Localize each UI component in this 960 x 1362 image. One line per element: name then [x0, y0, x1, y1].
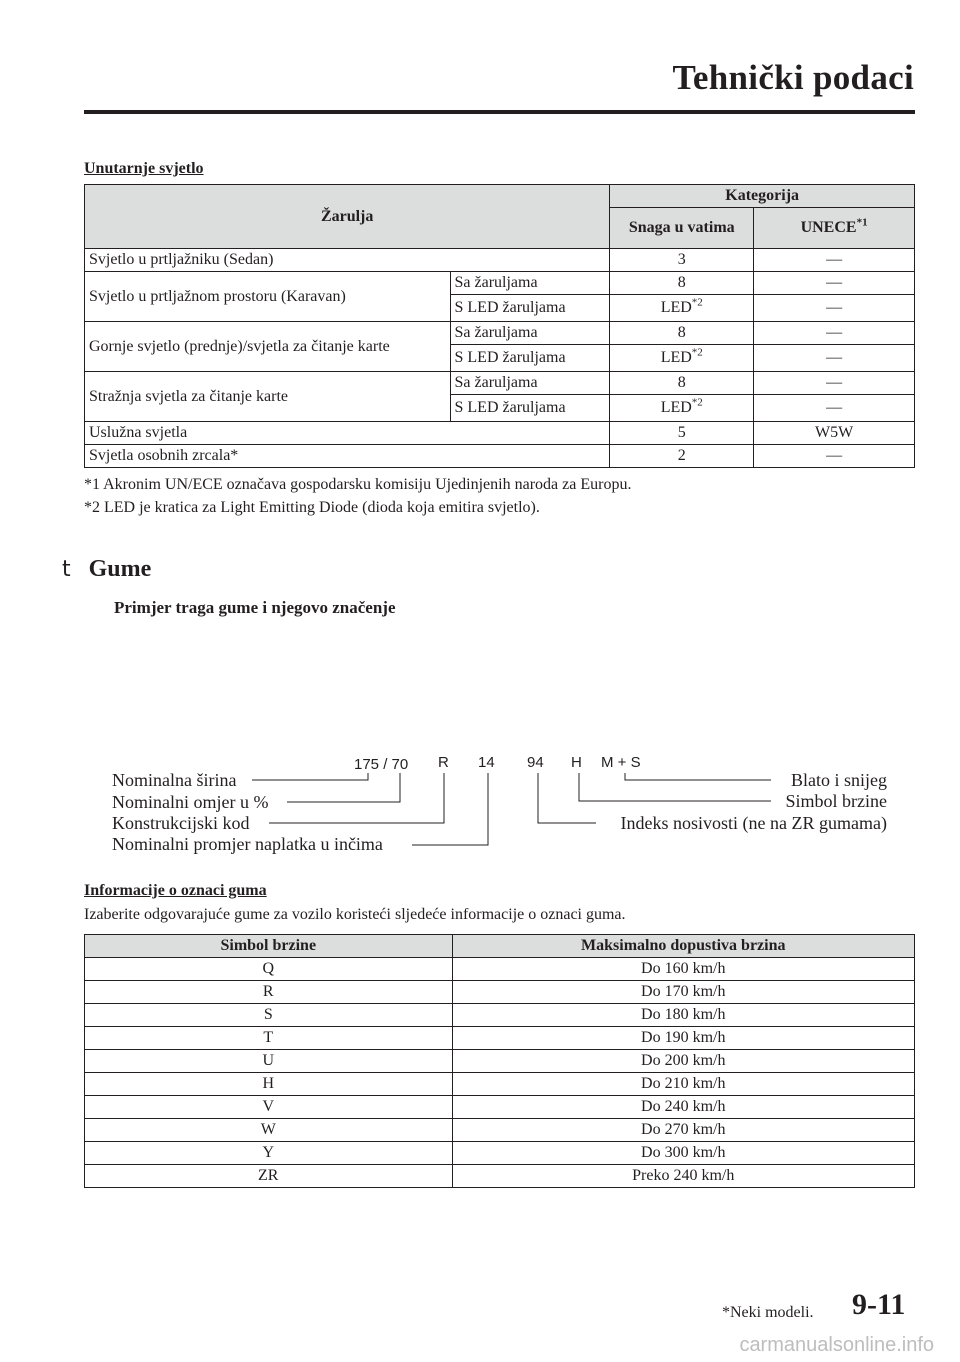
table-row: U Do 200 km/h [85, 1050, 915, 1073]
footer-note: *Neki modeli. [722, 1304, 814, 1321]
header-wattage: Snaga u vatima [610, 208, 754, 249]
table-row: Uslužna svjetla 5 W5W [85, 422, 915, 445]
watermark: carmanualsonline.info [739, 1334, 934, 1356]
table-row: S LED žaruljama LED$^{*2}$ — [85, 345, 915, 372]
table-row: S LED žaruljama LED$^{*2}$ — [85, 395, 915, 422]
header-unece: UNECE$^{*1}$ [754, 208, 915, 249]
label-construction-code: Konstrukcijski kod [112, 813, 250, 833]
tire-marking-diagram [0, 740, 960, 860]
table-row: W Do 270 km/h [85, 1119, 915, 1142]
table-row: T Do 190 km/h [85, 1027, 915, 1050]
table-row: Gornje svjetlo (prednje)/svjetla za čitanje karte Sa žaruljama 8 — [85, 322, 915, 345]
table-row: Q Do 160 km/h [85, 958, 915, 981]
interior-light-title: Unutarnje svjetlo [84, 160, 204, 177]
table-row: S LED žaruljama LED$^{*2}$ — [85, 295, 915, 322]
page-number: 9-11 [852, 1288, 906, 1321]
tires-heading: t Gume [62, 556, 152, 582]
label-aspect-ratio: Nominalni omjer u % [112, 792, 269, 812]
header-max-speed: Maksimalno dopustiva brzina [452, 935, 914, 958]
section-bullet-icon: t [62, 557, 71, 582]
code-load: 94 [527, 754, 544, 771]
footnote-1: *1 Akronim UN/ECE označava gospodarsku komisiju Ujedinjenih naroda za Europu. [84, 476, 632, 493]
table-row: H Do 210 km/h [85, 1073, 915, 1096]
table-row: S Do 180 km/h [85, 1004, 915, 1027]
table-row: Svjetlo u prtljažniku (Sedan) 3 — [85, 249, 915, 272]
table-row: V Do 240 km/h [85, 1096, 915, 1119]
interior-light-table [84, 184, 915, 468]
code-width: 175 / 70 [354, 756, 409, 773]
code-rim: 14 [478, 754, 495, 771]
header-bulb: Žarulja [85, 185, 610, 249]
page-title: Tehnički podaci [672, 58, 914, 97]
tire-info-text: Izaberite odgovarajuće gume za vozilo koristeći sljedeće informacije o oznaci guma. [84, 906, 626, 923]
table-row: ZR Preko 240 km/h [85, 1165, 915, 1188]
table-row: Y Do 300 km/h [85, 1142, 915, 1165]
header-rule [84, 110, 915, 114]
code-speed: H [571, 754, 582, 771]
tire-info-title: Informacije o oznaci guma [84, 882, 267, 899]
label-nominal-width: Nominalna širina [112, 770, 237, 790]
label-speed-symbol: Simbol brzine [785, 791, 887, 811]
table-row: Svjetla osobnih zrcala* 2 — [85, 445, 915, 468]
table-row: R Do 170 km/h [85, 981, 915, 1004]
tires-subheading: Primjer traga gume i njegovo značenje [114, 598, 396, 617]
label-rim-diameter: Nominalni promjer naplatka u inčima [112, 834, 383, 854]
table-row: Stražnja svjetla za čitanje karte Sa žaruljama 8 — [85, 372, 915, 395]
footnote-2: *2 LED je kratica za Light Emitting Diode (dioda koja emitira svjetlo). [84, 499, 540, 516]
speed-symbol-table [84, 934, 915, 1188]
header-speed-symbol: Simbol brzine [85, 935, 453, 958]
code-mud-snow: M + S [601, 754, 641, 771]
table-row: Svjetlo u prtljažnom prostoru (Karavan) Sa žaruljama 8 — [85, 272, 915, 295]
code-construction: R [438, 754, 449, 771]
header-category: Kategorija [610, 185, 915, 208]
label-load-index: Indeks nosivosti (ne na ZR gumama) [620, 813, 887, 833]
label-mud-snow: Blato i snijeg [791, 770, 887, 790]
